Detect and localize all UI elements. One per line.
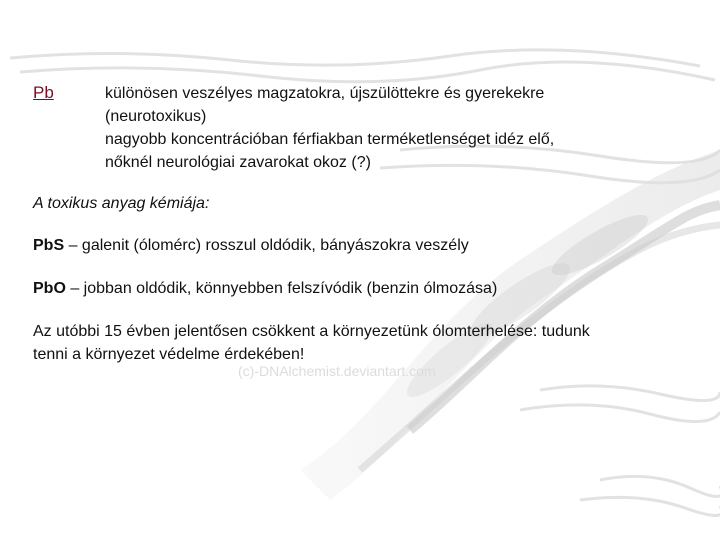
pb-line: különösen veszélyes magzatokra, újszülöttekre és gyerekekre xyxy=(105,85,545,102)
pb-line: (neurotoxikus) xyxy=(105,108,207,125)
watermark-text: (c)-DNAlchemist.deviantart.com xyxy=(238,363,436,379)
pb-line: nagyobb koncentrációban férfiakban terméketlenséget idéz elő, xyxy=(105,131,555,148)
pbo-text: – jobban oldódik, könnyebben felszívódik (benzin ólmozása) xyxy=(65,280,498,297)
pbo-formula: PbO xyxy=(33,280,66,297)
pbs-text: – galenit (ólomérc) rosszul oldódik, bányászokra veszély xyxy=(64,237,469,254)
pbs-formula: PbS xyxy=(33,237,65,254)
pb-label: Pb xyxy=(33,83,54,102)
pb-line: nőknél neurológiai zavarokat okoz (?) xyxy=(105,154,371,171)
pb-description xyxy=(105,82,554,174)
summary-text xyxy=(33,320,590,366)
summary-line: tenni a környezet védelme érdekében! xyxy=(33,346,305,363)
pbo-line xyxy=(33,278,497,300)
pbs-line xyxy=(33,235,469,257)
chemistry-heading: A toxikus anyag kémiája: xyxy=(33,195,210,212)
summary-line: Az utóbbi 15 évben jelentősen csökkent a környezetünk ólomterhelése: tudunk xyxy=(33,323,590,340)
